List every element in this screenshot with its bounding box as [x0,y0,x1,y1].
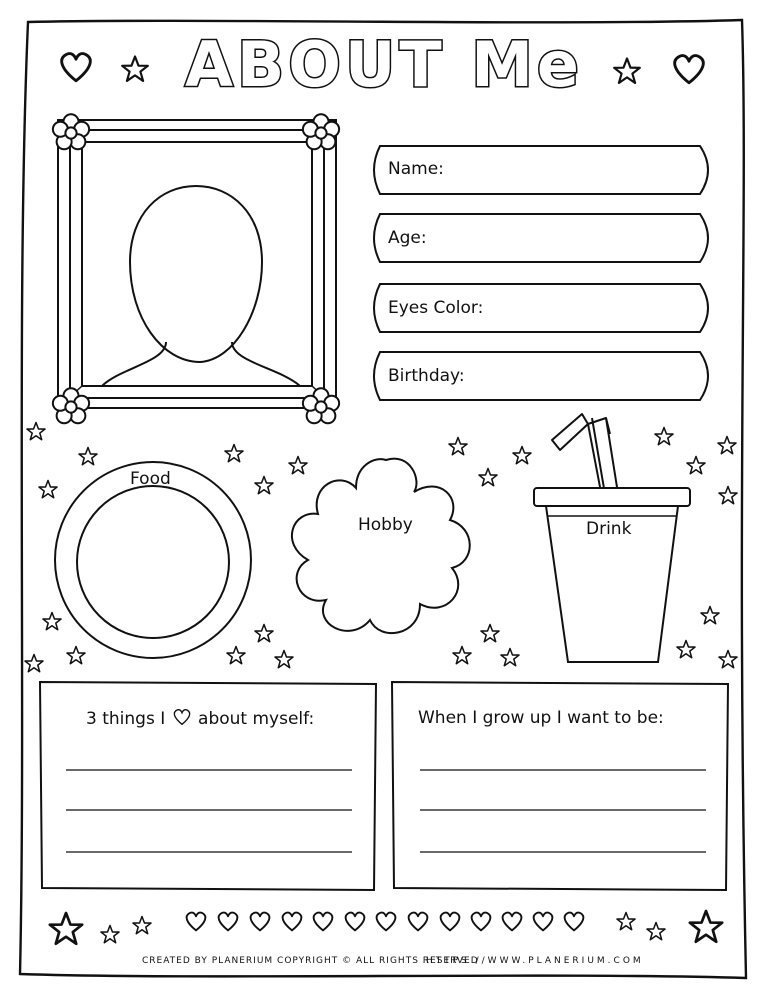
food-plate [55,462,251,658]
eyes-color-field-label: Eyes Color: [388,298,484,318]
page-title: ABOUT Me [185,28,583,101]
hobby-label: Hobby [358,515,413,535]
hobby-cloud [292,459,470,634]
footer-url: HTTPS //WWW.PLANERIUM.COM [426,956,644,966]
things-i-love-heading [86,708,314,729]
birthday-field-label: Birthday: [388,366,465,386]
photo-frame [53,114,339,423]
heart-icon [171,708,193,726]
food-label: Food [130,469,171,489]
age-field-label: Age: [388,228,427,248]
footer-copyright: CREATED BY PLANERIUM COPYRIGHT © ALL RIGHTS RESERVED [142,956,479,966]
name-field-label: Name: [388,159,444,179]
face-silhouette [130,186,262,362]
grow-up-heading: When I grow up I want to be: [418,708,664,728]
flower-icon [303,388,339,423]
things-suffix: about myself: [198,709,315,729]
drink-label: Drink [586,519,632,539]
things-prefix: 3 things I [86,709,166,729]
bottom-decoration-row [50,911,722,944]
